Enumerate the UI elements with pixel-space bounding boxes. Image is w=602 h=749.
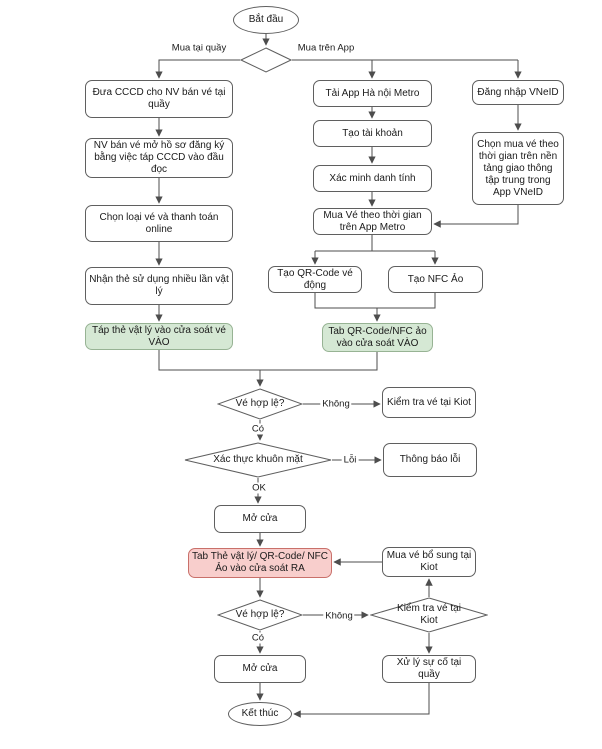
node-label: Chọn loại vé và thanh toán online [99, 211, 219, 235]
node-tai-app [313, 80, 432, 107]
node-tao-tai-khoan [313, 120, 432, 147]
node-chon-loai-ve [85, 205, 233, 242]
node-kiem-tra-kiot-1 [382, 387, 476, 418]
node-label: NV bán vé mở hồ sơ đăng ký bằng việc táp CCCD vào đầu đọc [93, 140, 225, 175]
edge-label-mua-tai-quay: Mua tại quầy [171, 42, 227, 54]
node-label: Tạo tài khoản [342, 127, 403, 139]
node-label: Xử lý sự cố tại quầy [396, 657, 462, 680]
node-label: Tab QR-Code/NFC ảo vào cửa soát VÀO [328, 325, 427, 349]
node-xac-thuc-khuon-mat [184, 442, 332, 478]
node-tao-nfc [388, 266, 483, 293]
node-dua-cccd [85, 80, 233, 118]
node-xac-minh [313, 165, 432, 192]
node-ve-hop-le-2 [217, 599, 303, 631]
diamond-shape [240, 47, 292, 73]
node-dang-nhap-vneid [472, 80, 564, 105]
node-kiem-tra-kiot-2 [370, 597, 488, 633]
node-label: Nhận thẻ sử dụng nhiều lần vật lý [89, 274, 229, 297]
node-label: Kết thúc [241, 708, 279, 719]
node-label: Kiểm tra vé tại Kiot [387, 396, 471, 408]
node-label: Thông báo lỗi [399, 454, 461, 465]
node-tap-the-vao [85, 323, 233, 350]
node-label: Mua vé bổ sung tại Kiot [386, 550, 472, 573]
node-label: Táp thẻ vật lý vào cửa soát vé VÀO [92, 324, 226, 348]
node-xu-ly-su-co [382, 655, 476, 683]
node-label: Tạo QR-Code vé động [277, 267, 353, 291]
node-label: Vé hợp lệ? [235, 398, 285, 409]
node-start [233, 6, 299, 34]
node-tab-the-ra [188, 548, 332, 578]
node-label: Mua Vé theo thời gian trên App Metro [323, 209, 422, 233]
node-label: Tải App Hà nội Metro [325, 87, 420, 99]
node-end [228, 702, 292, 726]
edge-label-mua-tren-app: Mua trên App [297, 42, 355, 54]
edge-label-khong-1: Không [322, 398, 350, 410]
node-label: Đưa CCCD cho NV bán vé tại quầy [92, 87, 226, 110]
node-mo-ho-so [85, 138, 233, 178]
edge-label-loi: Lỗi [343, 454, 357, 466]
node-label: Xác minh danh tính [329, 172, 416, 184]
node-tao-qr [268, 266, 362, 293]
node-label: Kiểm tra vé tại Kiot [397, 603, 461, 626]
node-mua-ve-bo-sung [382, 547, 476, 577]
node-label: Tạo NFC Ảo [407, 273, 464, 285]
node-label: Mở cửa [242, 663, 278, 674]
node-label: Vé hợp lệ? [235, 609, 285, 620]
node-mo-cua-2 [214, 655, 306, 683]
node-ve-hop-le-1 [217, 388, 303, 420]
node-label: Mở cửa [242, 513, 278, 524]
node-label: Chọn mua vé theo thời gian trên nền tảng giao thông tập trung trong App VNeID [477, 138, 559, 198]
node-label: Xác thực khuôn mặt [213, 454, 303, 465]
node-label: Bắt đầu [248, 14, 284, 25]
node-label: Đăng nhập VNeID [477, 86, 559, 98]
node-tab-qr-vao [322, 323, 433, 352]
node-nhan-the [85, 267, 233, 305]
node-branch-decision [240, 47, 292, 73]
node-mua-ve-app [313, 208, 432, 235]
node-mo-cua-1 [214, 505, 306, 533]
edge-label-co-2: Có [251, 632, 265, 644]
node-label: Tab Thẻ vật lý/ QR-Code/ NFC Ảo vào cửa soát RA [192, 551, 328, 574]
edge-label-ok: OK [252, 482, 266, 494]
node-thong-bao-loi [383, 443, 477, 477]
edge-label-co-1: Có [251, 423, 265, 435]
edge-label-khong-2: Không [325, 610, 353, 622]
node-chon-mua-vneid [472, 132, 564, 205]
